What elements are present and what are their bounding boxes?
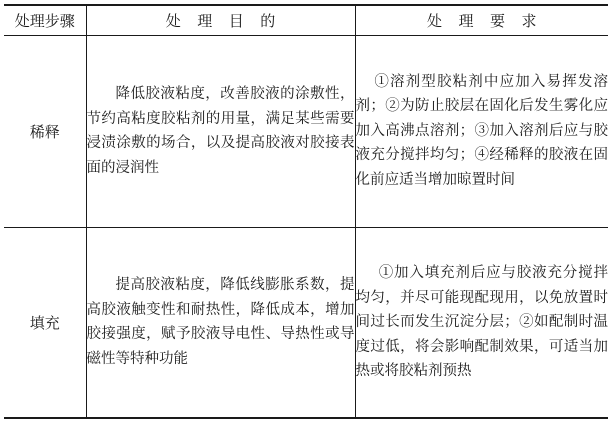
processing-table <box>4 4 608 419</box>
row-requirement-fill: ①加入填充剂后应与胶液充分搅拌均匀，并尽可能现配现用，以免放置时间过长而发生沉淀分层；②如配制时温度过低，将会影响配制效果，可适当加热或将胶粘剂预热 <box>355 265 608 379</box>
row-purpose-cell-dilute <box>86 35 355 227</box>
header-purpose <box>86 5 355 35</box>
row-requirement-cell-dilute <box>355 35 608 227</box>
header-step: 处理步骤 <box>14 11 75 30</box>
table-row-fill <box>4 227 608 418</box>
row-step-dilute: 稀释 <box>29 122 60 141</box>
row-requirement-cell-fill <box>355 227 608 418</box>
row-step-fill: 填充 <box>29 313 60 332</box>
row-requirement-dilute: ①溶剂型胶粘剂中应加入易挥发溶剂；②为防止胶层在固化后发生雾化应加入高沸点溶剂；③加入溶剂后应与胶液充分搅拌均匀；④经稀释的胶液在固化前应适当增加晾置时间 <box>355 73 608 188</box>
row-purpose-fill: 提高胶液粘度，降低线膨胀系数，提高胶液触变性和耐热性，降低成本，增加胶接强度，赋予胶液导电性、导热性或导磁性等特种功能 <box>86 277 355 367</box>
header-requirement <box>355 5 608 35</box>
table-header-row <box>4 5 608 35</box>
table-row-dilute <box>4 35 608 227</box>
header-purpose-label: 处理目的 <box>165 11 292 30</box>
row-purpose-cell-fill <box>86 227 355 418</box>
header-requirement-label: 处理要求 <box>426 11 553 30</box>
row-purpose-dilute: 降低胶液粘度，改善胶液的涂敷性，节约高粘度胶粘剂的用量，满足某些需要浸渍涂敷的场合，以及提高胶液对胶接表面的浸润性 <box>86 86 355 176</box>
